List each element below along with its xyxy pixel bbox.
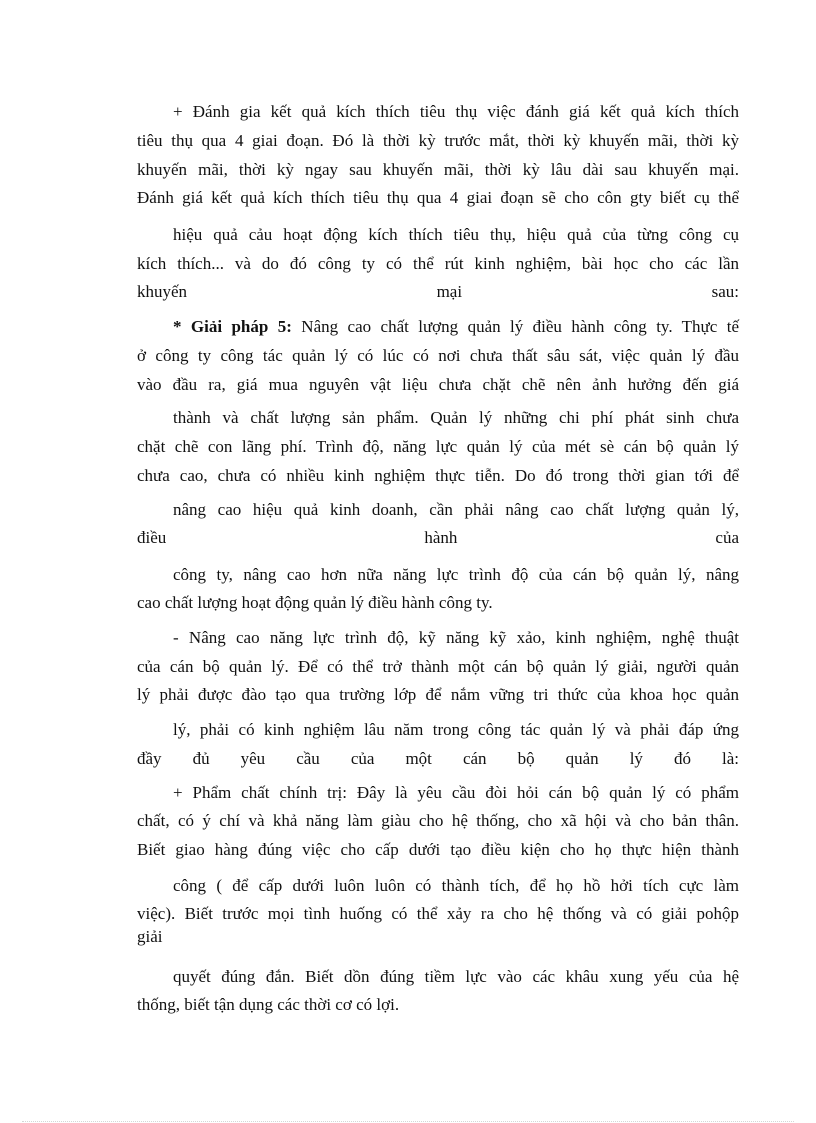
- paragraph-line: hiệu quả cảu hoạt động kích thích tiêu thụ, hiệu quả của từng công cụ: [173, 225, 739, 244]
- paragraph-line: công ty, nâng cao hơn nữa năng lực trình độ của cán bộ quản lý, nâng: [173, 565, 739, 584]
- paragraph-line: vào đầu ra, giá mua nguyên vật liệu chưa chặt chẽ nên ảnh hưởng đến giá: [137, 375, 739, 394]
- paragraph-line: công ( để cấp dưới luôn luôn có thành tích, để họ hồ hởi tích cực làm: [173, 876, 739, 895]
- paragraph-line: + Phẩm chất chính trị: Đây là yêu cầu đòi hỏi cán bộ quản lý có phẩm: [173, 783, 739, 802]
- paragraph-line: chặt chẽ con lãng phí. Trình độ, năng lực quản lý của mét sè cán bộ quản lý: [137, 437, 739, 456]
- paragraph-line: chưa cao, chưa có nhiều kinh nghiệm thực tiễn. Do đó trong thời gian tới để: [137, 466, 739, 485]
- paragraph-line: quyết đúng đắn. Biết dồn đúng tiềm lực vào các khâu xung yếu của hệ: [173, 967, 739, 986]
- paragraph-line: Đánh giá kết quả kích thích tiêu thụ qua 4 giai đoạn sẽ cho côn gty biết cụ thể: [137, 188, 739, 207]
- paragraph-line: của cán bộ quản lý. Để có thể trở thành một cán bộ quản lý giải, người quản: [137, 657, 739, 676]
- paragraph-line: điều hành của: [137, 528, 739, 547]
- paragraph-line: tiêu thụ qua 4 giai đoạn. Đó là thời kỳ trước mắt, thời kỳ khuyến mãi, thời kỳ: [137, 131, 739, 150]
- paragraph-line: việc). Biết trước mọi tình huống có thể xảy ra cho hệ thống và có giải pohộp: [137, 904, 739, 923]
- paragraph-line: ở công ty công tác quản lý có lúc có nơi chưa thất sâu sát, việc quản lý đầu: [137, 346, 739, 365]
- paragraph-line: kích thích... và do đó công ty có thể rút kinh nghiệm, bài học cho các lần: [137, 254, 739, 273]
- paragraph-line: giải: [137, 927, 163, 946]
- paragraph-line: chất, có ý chí và khả năng làm giàu cho hệ thống, cho xã hội và cho bản thân.: [137, 811, 739, 830]
- paragraph-line: Biết giao hàng đúng việc cho cấp dưới tạo điều kiện cho họ thực hiện thành: [137, 840, 739, 859]
- paragraph-line: - Nâng cao năng lực trình độ, kỹ năng kỹ xảo, kinh nghiệm, nghệ thuật: [173, 628, 739, 647]
- paragraph-line: thống, biết tận dụng các thời cơ có lợi.: [137, 995, 400, 1014]
- paragraph-line: cao chất lượng hoạt động quản lý điều hành công ty.: [137, 593, 493, 612]
- paragraph-line: lý, phải có kinh nghiệm lâu năm trong công tác quản lý và phải đáp ứng: [173, 720, 739, 739]
- paragraph-line: đầy đủ yêu cầu của một cán bộ quản lý đó là:: [137, 749, 739, 768]
- paragraph-line: khuyến mãi, thời kỳ ngay sau khuyến mãi, thời kỳ lâu dài sau khuyến mại.: [137, 160, 739, 179]
- solution-heading-line: [173, 316, 739, 338]
- paragraph-line: + Đánh gia kết quả kích thích tiêu thụ việc đánh giá kết quả kích thích: [173, 102, 739, 121]
- paragraph-line-text: Nâng cao chất lượng quản lý điều hành công ty. Thực tế: [291, 317, 739, 336]
- page-bottom-dotted-rule: [22, 1121, 794, 1122]
- paragraph-line: nâng cao hiệu quả kinh doanh, cần phải nâng cao chất lượng quản lý,: [173, 500, 739, 519]
- paragraph-line: lý phải được đào tạo qua trường lớp để nắm vững tri thức của khoa học quản: [137, 685, 739, 704]
- paragraph-line: thành và chất lượng sản phẩm. Quản lý những chi phí phát sinh chưa: [173, 408, 739, 427]
- solution-heading-label: * Giải pháp 5:: [173, 317, 292, 336]
- paragraph-line: khuyến mại sau:: [137, 282, 739, 301]
